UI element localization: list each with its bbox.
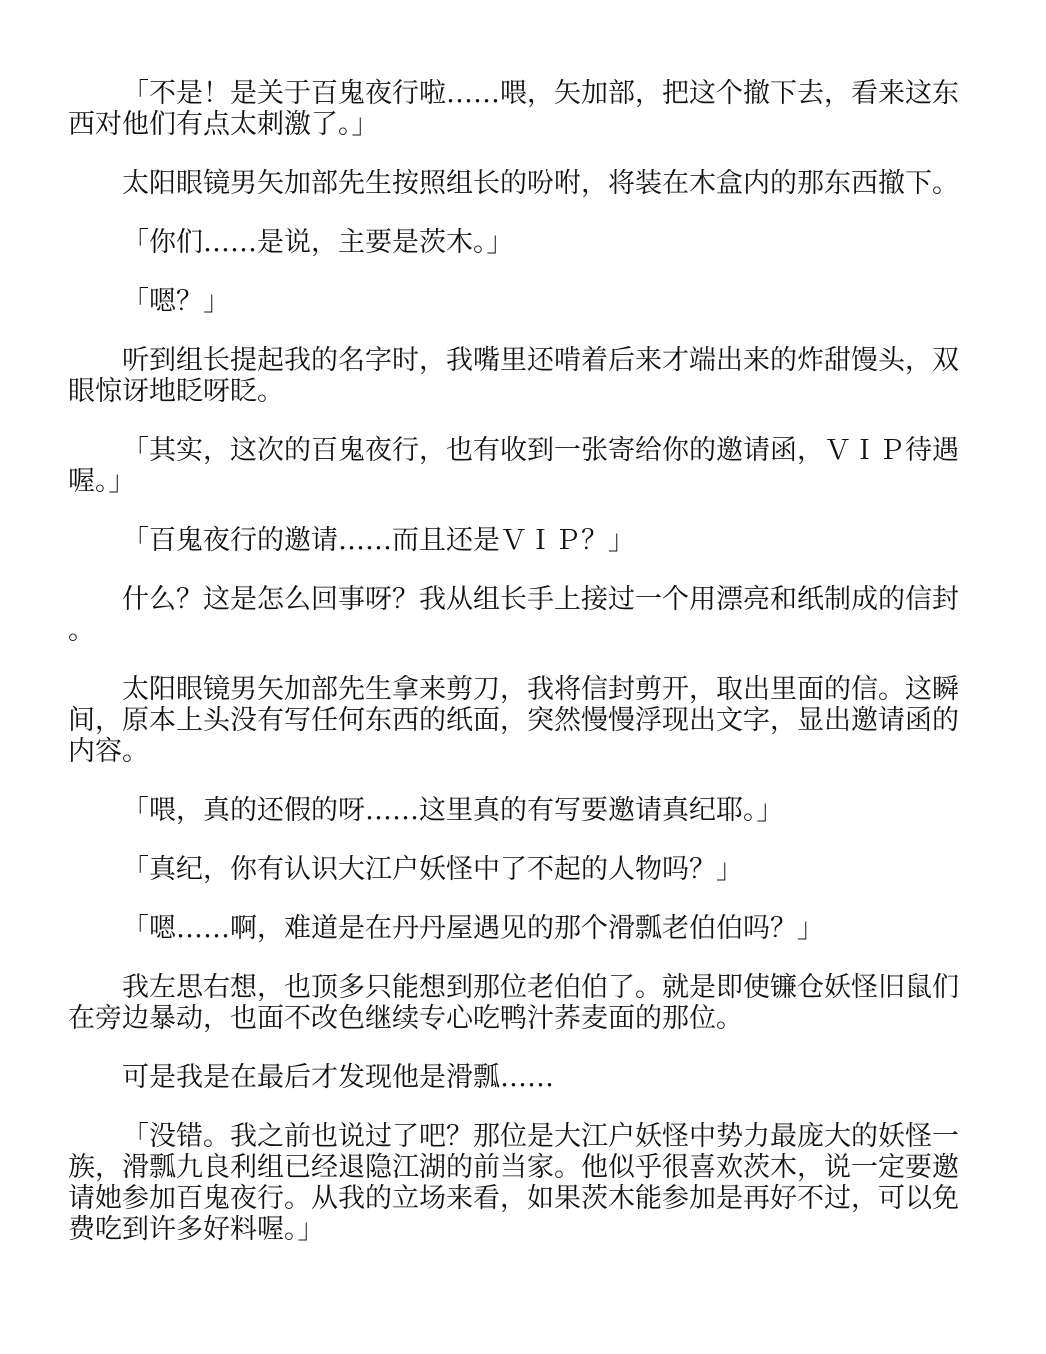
paragraph: 太阳眼镜男矢加部先生拿来剪刀，我将信封剪开，取出里面的信。这瞬间，原本上头没有写任何东西的纸面，突然慢慢浮现出文字，显出邀请函的内容。	[68, 674, 959, 767]
paragraph: 「其实，这次的百鬼夜行，也有收到一张寄给你的邀请函，ＶＩＰ待遇喔。」	[68, 435, 959, 497]
paragraph: 「不是！是关于百鬼夜行啦……喂，矢加部，把这个撤下去，看来这东西对他们有点太刺激了。」	[68, 78, 959, 140]
paragraph: 我左思右想，也顶多只能想到那位老伯伯了。就是即使镰仓妖怪旧鼠们在旁边暴动，也面不改色继续专心吃鸭汁荞麦面的那位。	[68, 972, 959, 1034]
paragraph: 「喂，真的还假的呀……这里真的有写要邀请真纪耶。」	[122, 795, 784, 826]
paragraph: 「真纪，你有认识大江户妖怪中了不起的人物吗？」	[122, 854, 743, 885]
paragraph: 「百鬼夜行的邀请……而且还是ＶＩＰ？」	[122, 525, 635, 556]
paragraph: 可是我是在最后才发现他是滑瓢……	[122, 1062, 554, 1093]
paragraph: 什么？这是怎么回事呀？我从组长手上接过一个用漂亮和纸制成的信封。	[68, 584, 959, 646]
paragraph: 太阳眼镜男矢加部先生按照组长的吩咐，将装在木盒内的那东西撤下。	[122, 168, 959, 199]
paragraph: 「嗯？」	[122, 286, 230, 317]
paragraph: 「没错。我之前也说过了吧？那位是大江户妖怪中势力最庞大的妖怪一族，滑瓢九良利组已经退隐江湖的前当家。他似乎很喜欢茨木，说一定要邀请她参加百鬼夜行。从我的立场来看，如果茨木能参加是再好不过，可以免费吃到许多好料喔。」	[68, 1121, 959, 1245]
paragraph: 「嗯……啊，难道是在丹丹屋遇见的那个滑瓢老伯伯吗？」	[122, 913, 824, 944]
paragraph: 听到组长提起我的名字时，我嘴里还啃着后来才端出来的炸甜馒头，双眼惊讶地眨呀眨。	[68, 345, 959, 407]
paragraph: 「你们……是说，主要是茨木。」	[122, 227, 514, 258]
document-page	[68, 78, 978, 1273]
